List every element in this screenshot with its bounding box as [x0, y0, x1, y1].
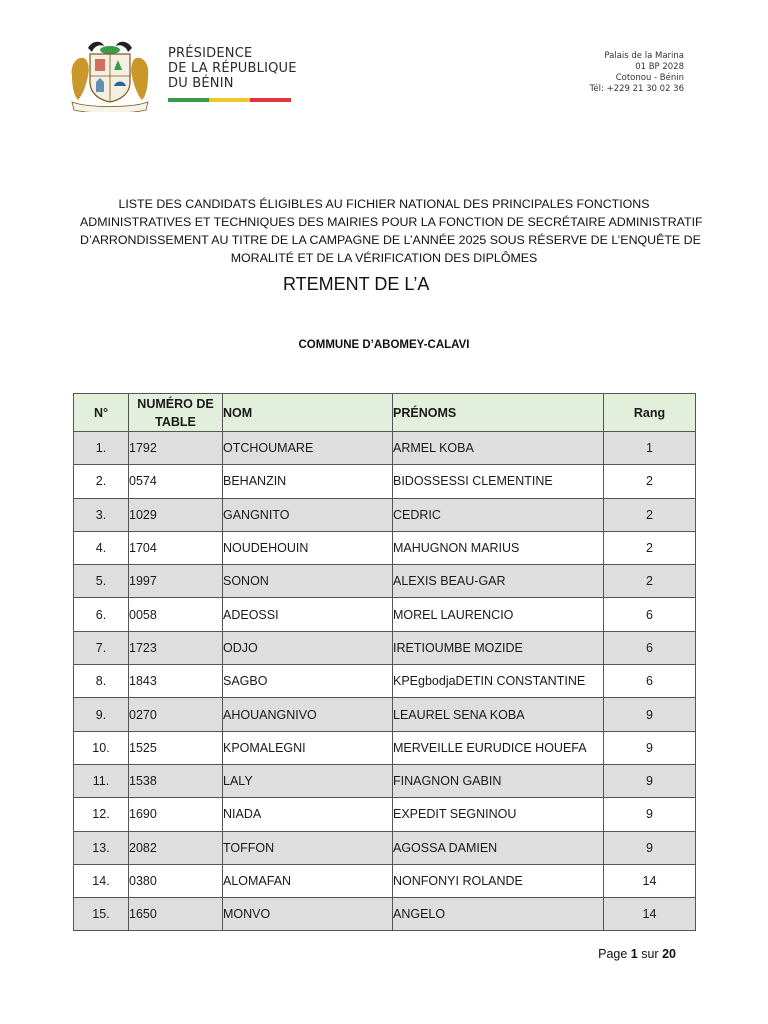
row-rang: 2: [604, 531, 696, 564]
row-rang: 9: [604, 798, 696, 831]
row-nom: ODJO: [223, 631, 393, 664]
row-rang: 14: [604, 898, 696, 931]
row-number: 2.: [74, 465, 129, 498]
row-table-number: 1997: [129, 565, 223, 598]
row-table-number: 0574: [129, 465, 223, 498]
row-prenoms: KPEgbodjaDETIN CONSTANTINE: [393, 665, 604, 698]
row-nom: LALY: [223, 764, 393, 797]
row-nom: GANGNITO: [223, 498, 393, 531]
row-table-number: 1843: [129, 665, 223, 698]
table-row: [74, 565, 696, 598]
row-rang: 9: [604, 731, 696, 764]
row-rang: 9: [604, 698, 696, 731]
row-table-number: 1538: [129, 764, 223, 797]
republic-emblem: [68, 38, 152, 112]
coat-of-arms-icon: [68, 38, 152, 112]
document-title: [80, 195, 703, 267]
presidency-line: PRÉSIDENCE: [168, 46, 253, 61]
row-table-number: 1723: [129, 631, 223, 664]
row-rang: 2: [604, 498, 696, 531]
row-number: 12.: [74, 798, 129, 831]
row-nom: ALOMAFAN: [223, 864, 393, 897]
page-separator: sur: [641, 947, 659, 961]
row-prenoms: AGOSSA DAMIEN: [393, 831, 604, 864]
flag-stripe: [168, 98, 291, 102]
row-table-number: 0380: [129, 864, 223, 897]
row-prenoms: IRETIOUMBE MOZIDE: [393, 631, 604, 664]
table-row: [74, 898, 696, 931]
row-table-number: 2082: [129, 831, 223, 864]
row-nom: NOUDEHOUIN: [223, 531, 393, 564]
row-prenoms: CEDRIC: [393, 498, 604, 531]
table-row: [74, 531, 696, 564]
header-numero-table: NUMÉRO DE TABLE: [129, 394, 223, 432]
header-prenoms: PRÉNOMS: [393, 394, 604, 432]
row-nom: OTCHOUMARE: [223, 432, 393, 465]
row-table-number: 1650: [129, 898, 223, 931]
table-row: [74, 764, 696, 797]
row-number: 5.: [74, 565, 129, 598]
row-table-number: 1690: [129, 798, 223, 831]
row-prenoms: ANGELO: [393, 898, 604, 931]
page-current: 1: [630, 947, 638, 961]
contact-line: Palais de la Marina: [604, 51, 684, 61]
row-nom: SONON: [223, 565, 393, 598]
row-rang: 1: [604, 432, 696, 465]
row-nom: TOFFON: [223, 831, 393, 864]
table-row: [74, 498, 696, 531]
title-line: MORALITÉ ET DE LA VÉRIFICATION DES DIPLÔMES: [230, 251, 538, 265]
table-row: [74, 798, 696, 831]
row-prenoms: NONFONYI ROLANDE: [393, 864, 604, 897]
row-number: 3.: [74, 498, 129, 531]
table-row: [74, 665, 696, 698]
row-rang: 14: [604, 864, 696, 897]
table-row: [74, 698, 696, 731]
row-number: 11.: [74, 764, 129, 797]
row-table-number: 0058: [129, 598, 223, 631]
table-row: [74, 864, 696, 897]
page-total: 20: [662, 947, 676, 961]
row-table-number: 0270: [129, 698, 223, 731]
row-number: 10.: [74, 731, 129, 764]
row-number: 13.: [74, 831, 129, 864]
row-number: 15.: [74, 898, 129, 931]
row-nom: BEHANZIN: [223, 465, 393, 498]
row-rang: 9: [604, 831, 696, 864]
row-rang: 6: [604, 665, 696, 698]
commune-heading: COMMUNE D’ABOMEY-CALAVI: [298, 339, 470, 351]
row-nom: SAGBO: [223, 665, 393, 698]
row-rang: 2: [604, 465, 696, 498]
row-nom: AHOUANGNIVO: [223, 698, 393, 731]
flag-green: [168, 98, 209, 102]
row-number: 7.: [74, 631, 129, 664]
table-row: [74, 465, 696, 498]
table-row: [74, 432, 696, 465]
contact-line: 01 BP 2028: [635, 62, 684, 72]
row-prenoms: MAHUGNON MARIUS: [393, 531, 604, 564]
presidency-line: DU BÉNIN: [168, 76, 234, 91]
contact-line: Tél: +229 21 30 02 36: [589, 84, 684, 94]
row-prenoms: LEAUREL SENA KOBA: [393, 698, 604, 731]
row-number: 8.: [74, 665, 129, 698]
row-table-number: 1525: [129, 731, 223, 764]
row-rang: 6: [604, 598, 696, 631]
row-rang: 9: [604, 764, 696, 797]
header-nom: NOM: [223, 394, 393, 432]
row-table-number: 1792: [129, 432, 223, 465]
row-prenoms: MOREL LAURENCIO: [393, 598, 604, 631]
contact-line: Cotonou - Bénin: [615, 73, 684, 83]
row-table-number: 1704: [129, 531, 223, 564]
contact-block: [590, 51, 684, 95]
page-number: [598, 947, 676, 961]
department-heading: RTEMENT DE L’A: [283, 274, 430, 294]
row-rang: 2: [604, 565, 696, 598]
page-prefix: Page: [598, 947, 628, 961]
row-number: 4.: [74, 531, 129, 564]
table-row: [74, 831, 696, 864]
presidency-line: DE LA RÉPUBLIQUE: [168, 61, 297, 76]
row-nom: NIADA: [223, 798, 393, 831]
row-prenoms: MERVEILLE EURUDICE HOUEFA: [393, 731, 604, 764]
table-row: [74, 598, 696, 631]
row-prenoms: ALEXIS BEAU-GAR: [393, 565, 604, 598]
row-number: 9.: [74, 698, 129, 731]
table-row: [74, 731, 696, 764]
row-prenoms: EXPEDIT SEGNINOU: [393, 798, 604, 831]
row-prenoms: FINAGNON GABIN: [393, 764, 604, 797]
row-nom: KPOMALEGNI: [223, 731, 393, 764]
row-prenoms: ARMEL KOBA: [393, 432, 604, 465]
row-number: 14.: [74, 864, 129, 897]
table-row: [74, 631, 696, 664]
presidency-name: [168, 46, 297, 91]
row-nom: MONVO: [223, 898, 393, 931]
title-line: LISTE DES CANDIDATS ÉLIGIBLES AU FICHIER NATIONAL DES PRINCIPALES FONCTIONS: [118, 197, 650, 211]
row-rang: 6: [604, 631, 696, 664]
table-header-row: [74, 394, 696, 432]
row-number: 1.: [74, 432, 129, 465]
flag-yellow: [209, 98, 250, 102]
row-number: 6.: [74, 598, 129, 631]
header-rang: Rang: [604, 394, 696, 432]
candidates-table: [73, 393, 696, 931]
row-prenoms: BIDOSSESSI CLEMENTINE: [393, 465, 604, 498]
title-line: ADMINISTRATIVES ET TECHNIQUES DES MAIRIES POUR LA FONCTION DE SECRÉTAIRE ADMINISTRATIF: [80, 215, 703, 229]
flag-red: [250, 98, 291, 102]
row-table-number: 1029: [129, 498, 223, 531]
header-num: N°: [74, 394, 129, 432]
row-nom: ADEOSSI: [223, 598, 393, 631]
title-line: D’ARRONDISSEMENT AU TITRE DE LA CAMPAGNE DE L’ANNÉE 2025 SOUS RÉSERVE DE L’ENQUÊTE DE: [80, 233, 701, 247]
